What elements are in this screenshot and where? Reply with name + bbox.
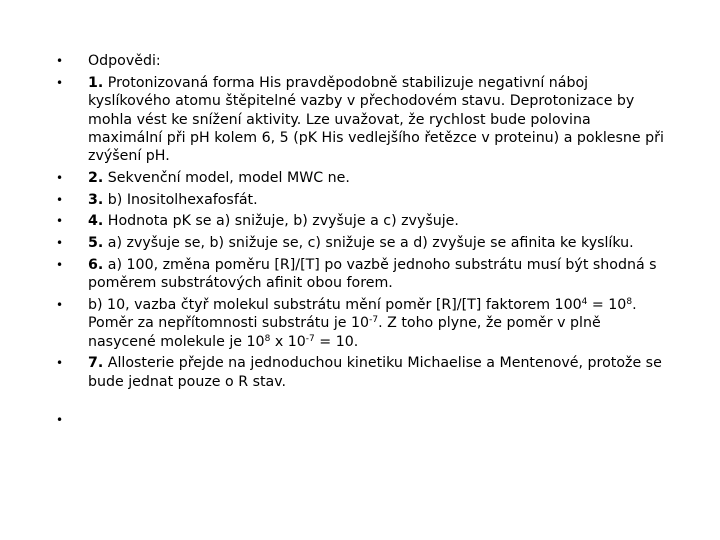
superscript: 4 [581,296,588,307]
bullet: • [56,54,64,68]
list-item-answer-1 [56,74,668,166]
answer-number: 5. [88,235,104,252]
bullet: • [56,192,64,207]
answer-text: = 10. [314,333,359,350]
answer-text: = 10 [587,296,627,313]
list-item-answer-6b [56,296,668,351]
answer-number: 4. [88,213,104,230]
superscript: -7 [369,315,379,326]
answer-text: Sekvenční model, model MWC ne. [103,170,350,187]
answer-number: 2. [88,170,104,187]
answer-text: x 10 [270,333,306,350]
answer-number: 6. [88,256,104,273]
bullet: • [56,257,64,272]
list-item-answer-2 [56,169,668,187]
superscript: -7 [305,333,315,344]
answer-text: . Poměr za nepřítomnosti substrátu je 10 [88,296,637,332]
answer-text: . Z toho plyne, že poměr v plně nasycené molekule je 10 [88,315,601,350]
answers-list [56,52,668,428]
list-item-answer-3 [56,191,668,209]
list-item-heading [56,52,668,70]
answer-number: 7. [88,355,104,372]
superscript: 8 [626,296,633,307]
answer-text: b) Inositolhexafosfát. [103,191,258,208]
answer-text: b) 10, vazba čtyř molekul substrátu mění poměr [R]/[T] faktorem 100 [88,296,582,313]
bullet: • [56,171,64,186]
list-item-answer-4 [56,212,668,230]
bullet: • [56,214,64,229]
answer-text: Allosterie přejde na jednoduchou kinetiku Michaelise a Mentenové, protože se bude jednat pouze o R stav. [88,355,662,390]
answer-number: 3. [88,191,104,208]
bullet: • [56,297,64,312]
answer-text: Hodnota pK se a) snižuje, b) zvyšuje a c) zvyšuje. [103,213,459,230]
list-item-answer-5 [56,234,668,252]
answer-text: a) zvyšuje se, b) snižuje se, c) snižuje se a d) zvyšuje se afinita ke kyslíku. [103,235,634,252]
answer-number: 1. [88,74,104,91]
answer-text: a) 100, změna poměru [R]/[T] po vazbě jednoho substrátu musí být shodná s poměrem substrátových afinit obou forem. [88,256,657,292]
answer-text: Protonizovaná forma His pravděpodobně stabilizuje negativní náboj kyslíkového atomu štěpitelné vazby v přechodovém stavu. Deprotonizace by mohla vést ke snížení aktivity. Lze uvažovat, že rychlost bude polovina maximální při pH kolem 6, 5 (pK His vedlejšího řetězce v proteinu) a poklesne při zvýšení pH. [88,74,664,165]
list-item-answer-7 [56,354,668,391]
bullet: • [56,75,64,90]
bullet: • [56,236,64,251]
heading-text: Odpovědi: [88,53,161,69]
bullet: • [56,356,64,371]
bullet: • [56,413,64,428]
superscript: 8 [264,333,271,344]
list-item-answer-6a [56,256,668,293]
